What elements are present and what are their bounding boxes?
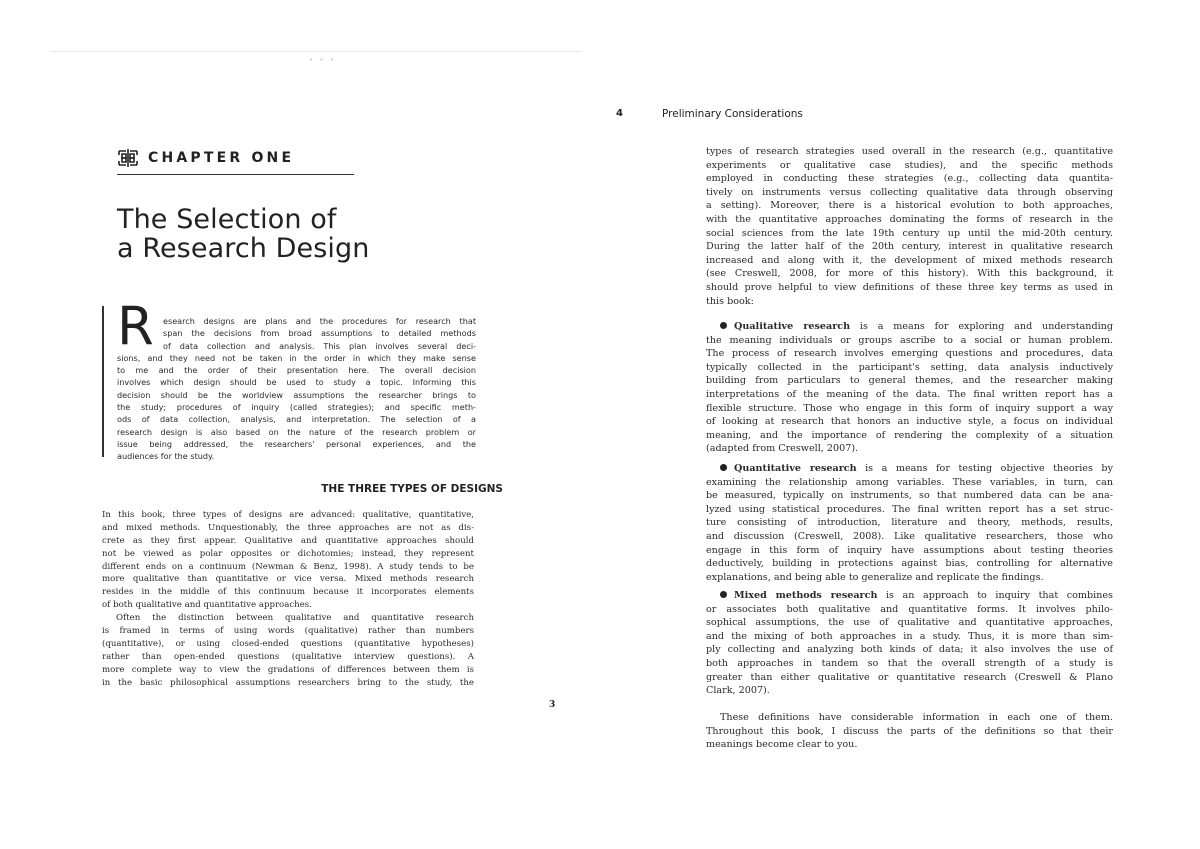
body-line: (see Creswell, 2008, for more of this history). With this background, it: [706, 268, 1113, 280]
body-line: resides in the middle of this continuum because it incorporates elements: [102, 587, 474, 598]
intro-line: to me and the order of their presentation here. The overall decision: [117, 365, 476, 376]
body-line: employed in conducting these strategies (e.g., collecting data quantita-: [706, 173, 1113, 185]
body-line: a setting). Moreover, there is a historical evolution to both approaches,: [706, 200, 1113, 212]
body-line: deductively, building in protections against bias, controlling for alternative: [706, 558, 1113, 570]
bullet-icon: [720, 591, 727, 598]
intro-line: audiences for the study.: [117, 451, 215, 462]
intro-line: the study; procedures of inquiry (called strategies); and specific meth-: [117, 402, 476, 413]
definition-first-line: [706, 320, 1113, 334]
body-line: crete as they first appear. Qualitative and quantitative approaches should: [102, 535, 474, 546]
body-line: social sciences from the late 19th century up until the mid-20th century.: [706, 227, 1113, 239]
body-line: The process of research involves emerging questions and procedures, data: [706, 348, 1113, 360]
intro-line: span the decisions from broad assumptions to detailed methods: [163, 328, 476, 339]
definition-term: Quantitative research: [734, 463, 857, 474]
body-line: more qualitative than quantitative or vice versa. Mixed methods research: [102, 574, 474, 585]
body-line: and the mixing of both approaches in a study. Thus, it is more than sim-: [706, 630, 1113, 642]
body-line: explanations, and being able to generalize and replicate the findings.: [706, 571, 1044, 583]
body-line: experiments or qualitative case studies), and the specific methods: [706, 159, 1113, 171]
body-line: different ends on a continuum (Newman & Benz, 1998). A study tends to be: [102, 561, 474, 572]
chapter-rule: [117, 174, 354, 175]
body-line: engage in this form of inquiry have assumptions about testing theories: [706, 544, 1113, 556]
definition-first-line: [706, 589, 1113, 603]
intro-line: of data collection and analysis. This plan involves several deci-: [163, 340, 476, 351]
body-line: (adapted from Creswell, 2007).: [706, 443, 859, 455]
body-line: rather than open-ended questions (qualitative interview questions). A: [102, 651, 474, 662]
intro-line: esearch designs are plans and the procedures for research that: [163, 316, 476, 326]
intro-line: ods of data collection, analysis, and interpretation. The selection of a: [117, 414, 476, 425]
top-divider: [50, 51, 582, 52]
body-line: Throughout this book, I discuss the parts of the definitions so that their: [706, 725, 1113, 737]
body-line: During the latter half of the 20th century, interest in qualitative research: [706, 241, 1113, 253]
body-line: in the basic philosophical assumptions researchers bring to the study, the: [102, 677, 474, 688]
bullet-icon: [720, 322, 727, 329]
body-line: meanings become clear to you.: [706, 739, 858, 751]
intro-line: issue being addressed, the researchers' personal experiences, and the: [117, 438, 476, 449]
page-number-left: 3: [549, 700, 556, 710]
body-line: types of research strategies used overall in the research (e.g., quantitative: [706, 146, 1113, 157]
chapter-heading: [117, 148, 294, 168]
intro-line: decision should be the worldview assumptions the researcher brings to: [117, 389, 476, 400]
body-line: with the quantitative approaches dominating the forms of research in the: [706, 213, 1113, 225]
intro-line: research design is also based on the nature of the research problem or: [117, 426, 476, 437]
body-line: ture consisting of introduction, literature and theory, methods, results,: [706, 517, 1113, 529]
bullet-icon: [720, 464, 727, 471]
definition-text: is a means for exploring and understanding: [850, 321, 1113, 332]
definition-first-line: [706, 462, 1113, 476]
drop-cap: R: [117, 296, 154, 357]
chapter-label: CHAPTER ONE: [148, 150, 295, 166]
intro-line: sions, and they need not be taken in the order in which they make sense: [117, 352, 476, 363]
chapter-title-line: a Research Design: [117, 233, 370, 264]
body-line: greater than either qualitative or quantitative research (Creswell & Plano: [706, 671, 1113, 683]
definition-term: Qualitative research: [734, 321, 851, 332]
body-line: of looking at research that honors an inductive style, a focus on individual: [706, 416, 1113, 428]
body-line: or associates both qualitative and quantitative forms. It involves philo-: [706, 603, 1113, 615]
intro-line: involves which design should be used to study a topic. Informing this: [117, 377, 476, 388]
body-line: increased and along with it, the development of mixed methods research: [706, 254, 1113, 266]
chapter-ornament-icon: [117, 148, 139, 168]
chapter-title: [117, 205, 369, 263]
body-line: the meaning individuals or groups ascribe to a social or human problem.: [706, 334, 1113, 346]
body-line: is framed in terms of using words (qualitative) rather than numbers: [102, 626, 474, 637]
body-line: These definitions have considerable information in each one of them.: [720, 712, 1113, 723]
left-body-text: [102, 509, 474, 689]
body-line: tively on instruments versus collecting qualitative data through observing: [706, 186, 1113, 198]
body-line: of both qualitative and quantitative approaches.: [102, 600, 312, 611]
body-line: should prove helpful to view definitions of these three key terms as used in: [706, 281, 1113, 293]
body-line: not be viewed as polar opposites or dichotomies; instead, they represent: [102, 548, 474, 559]
body-line: and discussion (Creswell, 2008). Like qualitative researchers, those who: [706, 530, 1113, 542]
body-line: interpretations of the meaning of the data. The final written report has a: [706, 388, 1113, 400]
body-line: ply collecting and analyzing both kinds of data; it also involves the use of: [706, 644, 1113, 656]
body-line: (quantitative), or using closed-ended questions (quantitative hypotheses): [102, 638, 474, 649]
definition-text: is a means for testing objective theories by: [856, 463, 1113, 474]
intro-side-bar: [102, 306, 104, 457]
body-line: Often the distinction between qualitative and quantitative research: [116, 613, 474, 624]
body-line: more complete way to view the gradations of differences between them is: [102, 664, 474, 675]
body-line: meaning, and the importance of rendering the complexity of a situation: [706, 429, 1113, 441]
scan-dots: • • •: [309, 56, 336, 64]
page-number-right: 4: [616, 108, 623, 119]
definition-qualitative: [706, 320, 1113, 456]
body-line: examining the relationship among variables. These variables, in turn, can: [706, 476, 1113, 488]
body-line: and mixed methods. Unquestionably, the three approaches are not as dis-: [102, 522, 474, 533]
right-para-closing: [706, 711, 1113, 752]
running-head: Preliminary Considerations: [662, 108, 803, 120]
definition-term: Mixed methods research: [734, 590, 878, 601]
definition-text: is an approach to inquiry that combines: [877, 590, 1113, 601]
section-heading: THE THREE TYPES OF DESIGNS: [321, 483, 503, 495]
right-para-intro: [706, 145, 1113, 308]
body-line: both approaches in tandem so that the overall strength of a study is: [706, 657, 1113, 669]
body-line: In this book, three types of designs are advanced: qualitative, quantitative,: [102, 510, 474, 520]
body-line: flexible structure. Those who engage in this form of inquiry support a way: [706, 402, 1113, 414]
definition-mixed-methods: [706, 589, 1113, 698]
definition-quantitative: [706, 462, 1113, 584]
intro-text: [117, 315, 476, 463]
body-line: Clark, 2007).: [706, 685, 770, 697]
body-line: typically collected in the participant's setting, data analysis inductively: [706, 361, 1113, 373]
body-line: this book:: [706, 295, 754, 307]
body-line: sophical assumptions, the use of qualitative and quantitative approaches,: [706, 617, 1113, 629]
chapter-title-line: The Selection of: [117, 204, 337, 235]
body-line: lyzed using statistical procedures. The final written report has a set struc-: [706, 503, 1113, 515]
body-line: building from particulars to general themes, and the researcher making: [706, 375, 1113, 387]
body-line: be measured, typically on instruments, so that numbered data can be ana-: [706, 490, 1113, 502]
